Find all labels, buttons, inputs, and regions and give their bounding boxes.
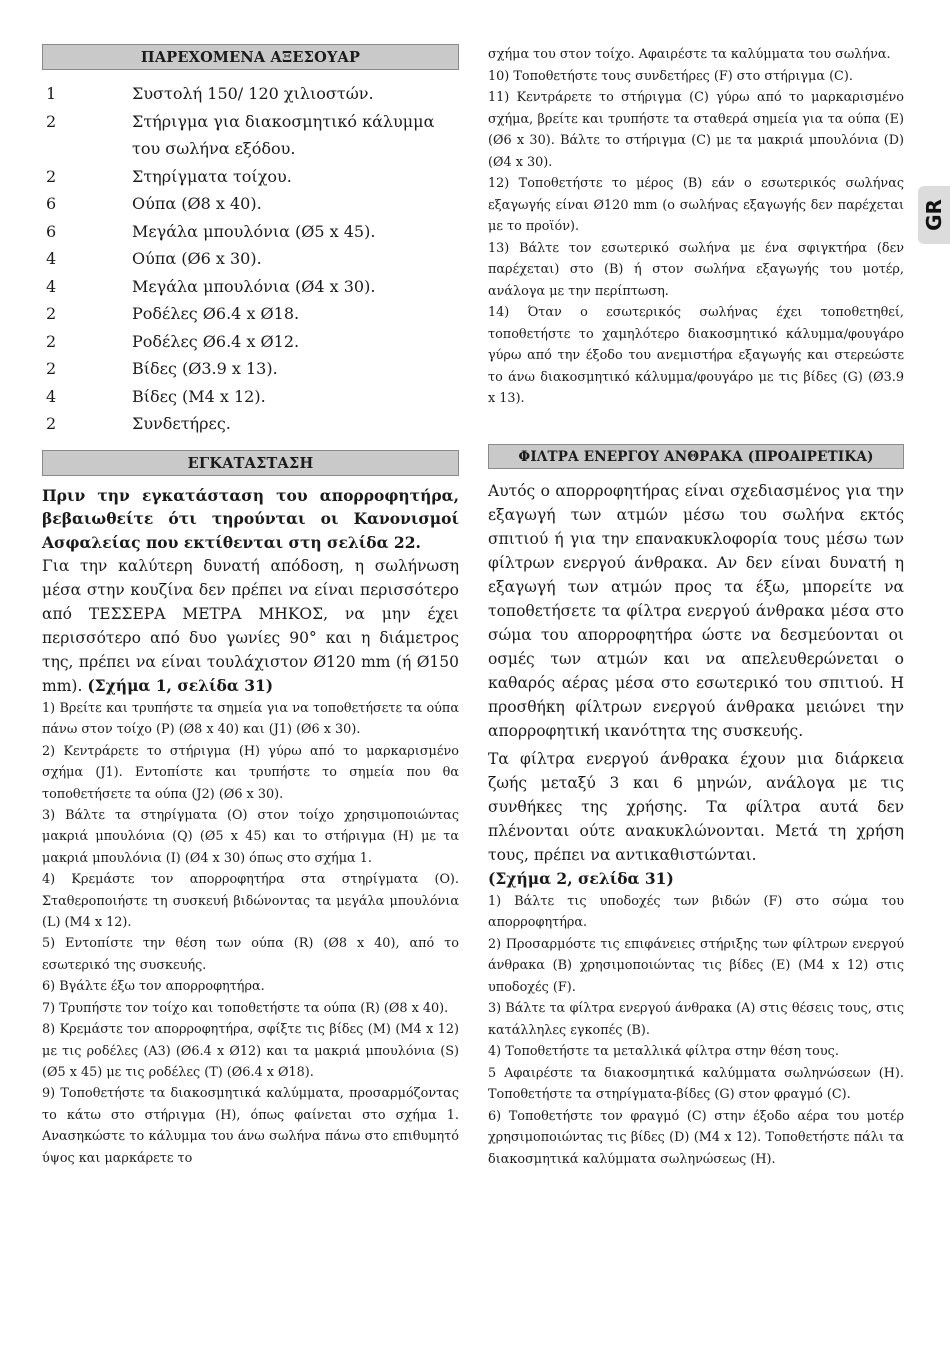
installation-step: 4) Κρεμάστε τον απορροφητήρα στα στηρίγματα (O). Σταθεροποιήστε τη συσκευή βιδώνοντας τα μεγάλα μπουλόνια (L) (M4 x 12). <box>42 872 459 931</box>
item-desc: Βίδες (Ø3.9 x 13). <box>132 359 278 378</box>
filter-step: 1) Βάλτε τις υποδοχές των βιδών (F) στο σώμα του απορροφητήρα. <box>488 893 904 930</box>
list-item <box>42 273 459 301</box>
item-qty: 2 <box>46 166 57 186</box>
item-desc: Ροδέλες Ø6.4 x Ø12. <box>132 331 300 351</box>
list-item <box>42 300 459 328</box>
list-item <box>42 218 459 246</box>
list-item <box>42 410 459 438</box>
language-tab-label: GR <box>921 199 946 231</box>
filter-step: 6) Τοποθετήστε τον φραγμό (C) στην έξοδο αέρα του μοτέρ χρησιμοποιώντας τις βίδες (D) (M4 x 12). Τοποθετήστε πάλι τα διακοσμητικά καλύμματα σωληνώσεως (H). <box>488 1108 904 1167</box>
item-desc: Βίδες (M4 x 12). <box>132 386 266 406</box>
installation-intro <box>42 554 459 698</box>
filter-step: 5 Αφαιρέστε τα διακοσμητικά καλύμματα σωληνώσεων (H). Τοποθετήστε τα στηρίγματα-βίδες (G) στον φραγμό (C). <box>488 1065 904 1102</box>
item-desc: Ούπα (Ø6 x 30). <box>132 249 262 268</box>
item-desc-wrap <box>132 108 459 163</box>
item-desc: Συνδετήρες. <box>132 414 231 433</box>
installation-step: 5) Εντοπίστε την θέση των ούπα (R) (Ø8 x 40), από το εσωτερικό της συσκευής. <box>42 936 459 973</box>
item-desc: Ροδέλες Ø6.4 x Ø18. <box>132 304 300 323</box>
list-item <box>42 163 459 191</box>
item-qty: 2 <box>46 304 57 323</box>
item-qty: 4 <box>46 276 57 296</box>
list-item <box>42 355 459 383</box>
installation-step: 12) Τοποθετήστε το μέρος (B) εάν ο εσωτερικός σωλήνας εξαγωγής είναι Ø120 mm (ο σωλήνας εξαγωγής δεν παρέχεται με το προϊόν). <box>488 176 904 234</box>
item-qty: 6 <box>46 221 57 241</box>
safety-notice: Πριν την εγκατάσταση του απορροφητήρα, βεβαιωθείτε ότι τηρούνται οι Κανονισμοί Ασφαλείας που εκτίθενται στη σελίδα 22. <box>42 485 459 552</box>
list-item <box>42 190 459 218</box>
installation-step: 8) Κρεμάστε τον απορροφητήρα, σφίξτε τις βίδες (M) (M4 x 12) με τις ροδέλες (A3) (Ø6.4 x Ø12) και τα μακριά μπουλόνια (S) (Ø5 x 45) με τις ροδέλες (T) (Ø6.4 x Ø18). <box>42 1022 459 1080</box>
figure-reference: (Σχήμα 1, σελίδα 31) <box>87 676 274 695</box>
item-desc: Μεγάλα μπουλόνια (Ø5 x 45). <box>132 221 376 241</box>
item-desc: Στήριγμα για διακοσμητικό κάλυμμα <box>132 111 435 131</box>
list-item <box>42 108 459 163</box>
installation-heading: ΕΓΚΑΤΑΣΤΑΣΗ <box>42 450 459 476</box>
item-desc: Ούπα (Ø8 x 40). <box>132 194 262 213</box>
installation-step: 3) Βάλτε τα στηρίγματα (O) στον τοίχο χρησιμοποιώντας μακριά μπουλόνια (Q) (Ø5 x 45) και το στήριγμα (H) με τα μακριά μπουλόνια (I) (Ø4 x 30) όπως στο σχήμα 1. <box>42 808 459 866</box>
filter-step: 4) Τοποθετήστε τα μεταλλικά φίλτρα στην θέση τους. <box>488 1044 839 1059</box>
item-qty: 2 <box>46 359 57 378</box>
item-qty: 6 <box>46 194 57 213</box>
item-qty: 1 <box>46 84 57 103</box>
list-item <box>42 245 459 273</box>
installation-step: 11) Κεντράρετε το στήριγμα (C) γύρω από το μαρκαρισμένο σχήμα, βρείτε και τρυπήστε τα σταθερά σημεία για τα ούπα (E) (Ø6 x 30). Βάλτε το στήριγμα (C) με τα μακριά μπουλόνια (D) (Ø4 x 30). <box>488 90 904 170</box>
list-item <box>42 80 459 108</box>
installation-step: 9) Τοποθετήστε τα διακοσμητικά καλύμματα, προσαρμόζοντας το κάτω στο στήριγμα (H), όπως φαίνεται στο σχήμα 1. Ανασηκώστε το κάλυμμα του άνω σωλήνα πάνω στο επιθυμητό ύψος και μαρκάρετε το <box>42 1086 459 1166</box>
installation-step: 6) Βγάλτε έξω τον απορροφητήρα. <box>42 979 265 995</box>
list-item <box>42 328 459 356</box>
item-qty: 2 <box>46 414 57 433</box>
accessories-list <box>42 80 459 438</box>
item-qty: 2 <box>46 331 57 351</box>
list-item <box>42 383 459 411</box>
installation-intro-text: Για την καλύτερη δυνατή απόδοση, η σωλήνωση μέσα στην κουζίνα δεν πρέπει να είναι περισσότερο από ΤΕΣΣΕΡΑ ΜΕΤΡΑ ΜΗΚΟΣ, να μην έχει περισσότερο από δυο γωνίες 90° και η διάμετρος της, πρέπει να είναι τουλάχιστον Ø120 mm (ή Ø150 mm). <box>42 557 459 695</box>
item-qty: 4 <box>46 249 57 268</box>
accessories-heading: ΠΑΡΕΧΟΜΕΝΑ ΑΞΕΣΟΥΑΡ <box>42 44 459 70</box>
filters-description: Αυτός ο απορροφητήρας είναι σχεδιασμένος για την εξαγωγή των ατμών μέσω του σωλήνα εκτός σπιτιού ή για την επανακυκλοφορία τους μέσω των φίλτρων ενεργού άνθρακα. Αν δεν είναι δυνατή η εξαγωγή των ατμών προς τα έξω, μπορείτε να τοποθετήσετε τα φίλτρα ενεργού άνθρακα μέσα στο σώμα του απορροφητήρα ώστε να δεσμεύονται οι οσμές των ατμών και να απελευθερώνεται ο καθαρός αέρας μέσα στο εσωτερικό του σπιτιού. Η προσθήκη φίλτρων ενεργού άνθρακα μειώνει την απορροφητική ικανότητα της συσκευής. <box>488 481 904 740</box>
filter-step: 3) Βάλτε τα φίλτρα ενεργού άνθρακα (A) στις θέσεις τους, στις κατάλληλες εγκοπές (B). <box>488 1001 904 1038</box>
item-desc: Συστολή 150/ 120 χιλιοστών. <box>132 84 374 103</box>
language-tab <box>918 186 950 244</box>
item-desc: Στηρίγματα τοίχου. <box>132 166 292 186</box>
installation-step: 14) Όταν ο εσωτερικός σωλήνας έχει τοποθετηθεί, τοποθετήστε το χαμηλότερο διακοσμητικό κάλυμμα/φουγάρο γύρω από την έξοδο του ανεμιστήρα εξαγωγής και στερεώστε το άνω διακοσμητικό κάλυμμα/φουγάρο με τις βίδες (G) (Ø3.9 x 13). <box>488 305 904 406</box>
filter-step: 2) Προσαρμόστε τις επιφάνειες στήριξης των φίλτρων ενεργού άνθρακα (B) χρησιμοποιώντας τις βίδες (E) (M4 x 12) στις υποδοχές (F). <box>488 936 904 995</box>
figure-reference: (Σχήμα 2, σελίδα 31) <box>488 868 674 888</box>
item-qty: 2 <box>46 111 57 131</box>
installation-step: 13) Βάλτε τον εσωτερικό σωλήνα με ένα σφιγκτήρα (δεν παρέχεται) στο (B) ή στον σωλήνα εξαγωγής του μοτέρ, ανάλογα με την περίπτωση. <box>488 240 904 299</box>
right-column <box>488 44 904 1170</box>
item-qty: 4 <box>46 386 57 406</box>
installation-step: 10) Τοποθετήστε τους συνδετήρες (F) στο στήριγμα (C). <box>488 68 853 84</box>
installation-step: 1) Βρείτε και τρυπήστε τα σημεία για να τοποθετήσετε τα ούπα πάνω στον τοίχο (P) (Ø8 x 40) και (J1) (Ø6 x 30). <box>42 701 459 738</box>
installation-step: 7) Τρυπήστε τον τοίχο και τοποθετήστε τα ούπα (R) (Ø8 x 40). <box>42 1000 449 1016</box>
item-desc: Μεγάλα μπουλόνια (Ø4 x 30). <box>132 276 376 296</box>
filters-heading: ΦΙΛΤΡΑ ΕΝΕΡΓΟΥ ΑΝΘΡΑΚΑ (ΠΡΟΑΙΡΕΤΙΚΑ) <box>488 444 904 469</box>
filters-lifetime: Τα φίλτρα ενεργού άνθρακα έχουν μια διάρκεια ζωής μεταξύ 3 και 6 μηνών, ανάλογα με τις συνθήκες της χρήσης. Τα φίλτρα αυτά δεν πλένονται ούτε ανακυκλώνονται. Μετά τη χρήση τους, πρέπει να αντικαθιστώνται. <box>488 749 904 864</box>
left-column <box>42 44 459 1169</box>
item-desc-continuation: του σωλήνα εξόδου. <box>132 139 296 158</box>
installation-step: 2) Κεντράρετε το στήριγμα (H) γύρω από το μαρκαρισμένο σχήμα (J1). Εντοπίστε και τρυπήστε το σημεία που θα τοποθετήσετε τα ούπα (J2) (Ø6 x 30). <box>42 743 459 802</box>
installation-step-continued: σχήμα του στον τοίχο. Αφαιρέστε τα καλύμματα του σωλήνα. <box>488 47 891 62</box>
